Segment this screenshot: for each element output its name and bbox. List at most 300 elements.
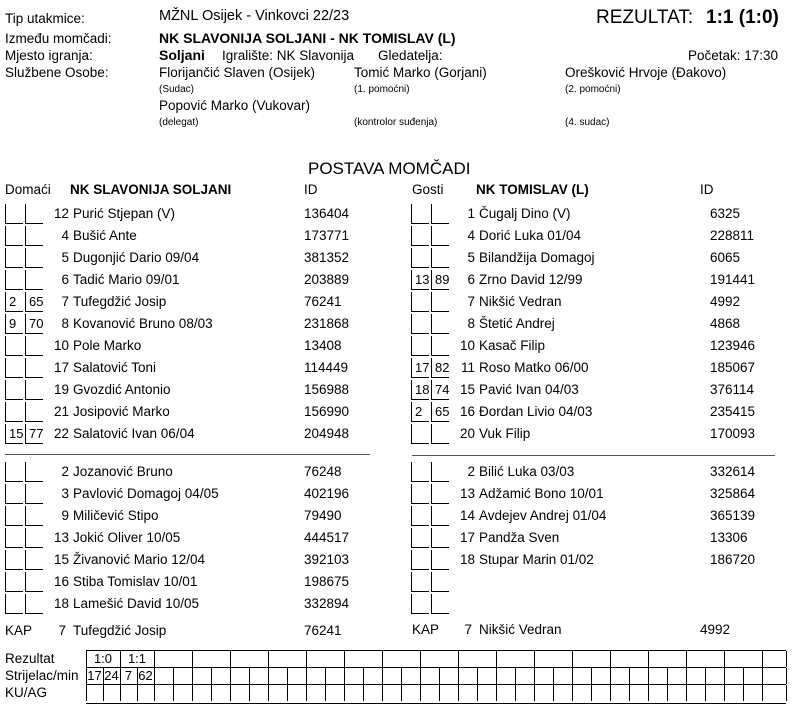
player-id: 376114 xyxy=(710,382,755,397)
sub-minute-box xyxy=(431,204,449,224)
player-number: 13 xyxy=(459,486,475,501)
player-number: 10 xyxy=(53,338,69,353)
tip-value: MŽNL Osijek - Vinkovci 22/23 xyxy=(159,8,350,24)
grid-end-line xyxy=(786,651,787,667)
kuag-cell xyxy=(249,685,268,701)
rezultat-cell xyxy=(268,651,306,667)
sub-box xyxy=(5,204,23,224)
rezultat-cell xyxy=(496,651,534,667)
kuag-cell xyxy=(120,685,136,701)
sub-minute-box xyxy=(25,528,43,548)
strijelac-cell xyxy=(762,668,781,684)
rezultat-cell xyxy=(230,651,268,667)
player-id: 365139 xyxy=(710,508,756,523)
rezultat-cell xyxy=(192,651,230,667)
official-name: Tomić Marko (Gorjani) xyxy=(354,65,487,80)
player-name: Bušić Ante xyxy=(73,228,137,243)
player-number: 15 xyxy=(53,552,69,567)
player-number: 2 xyxy=(61,464,69,479)
away-side-label: Gosti xyxy=(412,182,444,197)
sub-box xyxy=(411,248,429,268)
strijelac-cell xyxy=(154,668,173,684)
away-team-name: NK TOMISLAV (L) xyxy=(476,182,589,197)
player-number: 3 xyxy=(61,486,69,501)
player-id: 6065 xyxy=(710,250,741,265)
kuag-cell xyxy=(477,685,496,701)
player-number: 4 xyxy=(467,228,475,243)
kuag-cell xyxy=(743,685,762,701)
kuag-cell xyxy=(648,685,667,701)
tip-label: Tip utakmice: xyxy=(5,11,85,26)
player-id: 123946 xyxy=(710,338,756,353)
player-name: Roso Matko 06/00 xyxy=(479,360,589,375)
kuag-cell xyxy=(572,685,591,701)
kuag-cell xyxy=(458,685,477,701)
sub-minute-box: 65 xyxy=(431,402,449,422)
rezultat-cell xyxy=(306,651,344,667)
player-number: 17 xyxy=(53,360,69,375)
player-id: 332894 xyxy=(304,596,350,611)
sub-minute-box xyxy=(431,292,449,312)
home-kap-label: KAP xyxy=(5,623,33,638)
player-number: 21 xyxy=(53,404,69,419)
player-name: Jozanović Bruno xyxy=(73,464,173,479)
player-number: 18 xyxy=(53,596,69,611)
player-id: 156990 xyxy=(304,404,350,419)
player-id: 4868 xyxy=(710,316,741,331)
kuag-cell xyxy=(667,685,686,701)
player-name: Pavić Ivan 04/03 xyxy=(479,382,579,397)
player-id: 170093 xyxy=(710,426,756,441)
kuag-cell xyxy=(230,685,249,701)
strijelac-cell xyxy=(306,668,325,684)
player-number: 16 xyxy=(53,574,69,589)
strijelac-cell xyxy=(287,668,306,684)
kuag-cell xyxy=(591,685,610,701)
player-id: 4992 xyxy=(710,294,741,309)
kuag-cell xyxy=(268,685,287,701)
player-name: Miličević Stipo xyxy=(73,508,159,523)
player-id: 6325 xyxy=(710,206,741,221)
player-name: Đordan Livio 04/03 xyxy=(479,404,593,419)
strijelac-cell xyxy=(724,668,743,684)
sub-minute-box xyxy=(431,550,449,570)
away-kap-label: KAP xyxy=(412,622,440,637)
sub-minute-box xyxy=(25,380,43,400)
player-number: 7 xyxy=(61,294,69,309)
player-number: 2 xyxy=(467,464,475,479)
kuag-cell xyxy=(137,685,153,701)
igraliste: Igralište: NK Slavonija xyxy=(222,48,355,63)
player-number: 20 xyxy=(459,426,475,441)
sub-minute-box xyxy=(431,336,449,356)
player-number: 6 xyxy=(467,272,475,287)
player-name: Josipović Marko xyxy=(73,404,170,419)
player-name: Kasač Filip xyxy=(479,338,546,353)
player-id: 185067 xyxy=(710,360,756,375)
grid-line xyxy=(86,703,786,704)
kuag-cell xyxy=(173,685,192,701)
sub-minute-box xyxy=(25,462,43,482)
player-id: 79490 xyxy=(304,508,342,523)
player-id: 203889 xyxy=(304,272,350,287)
grid-end-line xyxy=(786,668,787,684)
player-id: 231868 xyxy=(304,316,350,331)
strijelac-cell xyxy=(496,668,515,684)
strijelac-row-label: Strijelac/min xyxy=(5,668,79,683)
strijelac-cell xyxy=(382,668,401,684)
strijelac-cell xyxy=(192,668,211,684)
player-number: 5 xyxy=(61,250,69,265)
sub-minute-box: 74 xyxy=(431,380,449,400)
kuag-cell xyxy=(401,685,420,701)
sub-box xyxy=(5,380,23,400)
player-id: 156988 xyxy=(304,382,350,397)
player-number: 15 xyxy=(459,382,475,397)
home-team-name: NK SLAVONIJA SOLJANI xyxy=(70,182,232,197)
player-number: 18 xyxy=(459,552,475,567)
away-kap-name: Nikšić Vedran xyxy=(479,622,562,637)
player-name: Gvozdić Antonio xyxy=(73,382,171,397)
player-id: 198675 xyxy=(304,574,350,589)
sub-box xyxy=(411,462,429,482)
sub-minute-box xyxy=(431,248,449,268)
sub-box xyxy=(5,572,23,592)
player-number: 11 xyxy=(460,360,475,375)
sub-box: 18 xyxy=(411,380,429,400)
kuag-row-label: KU/AG xyxy=(5,685,48,700)
rezultat-label: REZULTAT: xyxy=(596,7,694,28)
home-side-label: Domaći xyxy=(5,182,51,197)
player-name: Purić Stjepan (V) xyxy=(73,206,176,221)
kuag-cell xyxy=(363,685,382,701)
strijelac-cell xyxy=(420,668,439,684)
sub-minute-box xyxy=(431,424,449,444)
sub-minute-box xyxy=(25,226,43,246)
rezultat-value: 1:1 (1:0) xyxy=(706,7,779,28)
kuag-cell xyxy=(553,685,572,701)
sub-box xyxy=(411,336,429,356)
player-number: 7 xyxy=(467,294,475,309)
player-id: 325864 xyxy=(710,486,756,501)
izmedu-value: NK SLAVONIJA SOLJANI - NK TOMISLAV (L) xyxy=(159,30,456,46)
sub-minute-box xyxy=(431,462,449,482)
rezultat-cell xyxy=(420,651,458,667)
strijelac-cell: 17 xyxy=(87,668,102,683)
player-name: Jokić Oliver 10/05 xyxy=(73,530,181,545)
away-id-header: ID xyxy=(700,182,714,197)
kuag-cell xyxy=(705,685,724,701)
sub-box xyxy=(5,528,23,548)
sub-box xyxy=(5,594,23,614)
official-role: (kontrolor suđenja) xyxy=(354,117,438,128)
sub-box xyxy=(5,226,23,246)
sub-box xyxy=(5,248,23,268)
osobe-label: Službene Osobe: xyxy=(5,65,109,80)
strijelac-cell xyxy=(401,668,420,684)
sub-box xyxy=(5,336,23,356)
kuag-cell xyxy=(420,685,439,701)
strijelac-cell xyxy=(515,668,534,684)
sub-minute-box xyxy=(25,336,43,356)
sub-box: 13 xyxy=(411,270,429,290)
away-kap-number: 7 xyxy=(464,622,472,637)
strijelac-cell xyxy=(344,668,363,684)
player-number: 6 xyxy=(61,272,69,287)
player-id: 228811 xyxy=(710,228,755,243)
player-number: 14 xyxy=(459,508,475,523)
kuag-cell xyxy=(515,685,534,701)
sub-box xyxy=(5,402,23,422)
player-name: Stiba Tomislav 10/01 xyxy=(73,574,198,589)
official-name: Orešković Hrvoje (Đakovo) xyxy=(565,65,727,80)
sub-box xyxy=(411,528,429,548)
sub-minute-box xyxy=(25,506,43,526)
rezultat-row-label: Rezultat xyxy=(5,651,55,666)
strijelac-cell xyxy=(211,668,230,684)
player-name: Bilandžija Domagoj xyxy=(479,250,595,265)
player-name: Štetić Andrej xyxy=(479,316,555,331)
strijelac-cell xyxy=(363,668,382,684)
kuag-cell xyxy=(103,685,119,701)
player-number: 13 xyxy=(53,530,69,545)
kuag-cell xyxy=(382,685,401,701)
sub-minute-box xyxy=(25,248,43,268)
player-number: 17 xyxy=(459,530,475,545)
sub-box xyxy=(5,462,23,482)
sub-box xyxy=(411,484,429,504)
sub-box: 15 xyxy=(5,424,23,444)
player-number: 19 xyxy=(53,382,69,397)
player-name: Zrno David 12/99 xyxy=(479,272,583,287)
grid-end-line xyxy=(786,685,787,701)
player-id: 136404 xyxy=(304,206,350,221)
kuag-cell xyxy=(439,685,458,701)
strijelac-cell xyxy=(629,668,648,684)
player-id: 204948 xyxy=(304,426,350,441)
sub-minute-box xyxy=(431,484,449,504)
sub-box: 17 xyxy=(411,358,429,378)
mjesto-value: Soljani xyxy=(159,47,205,63)
player-id: 76248 xyxy=(304,464,342,479)
player-name: Čugalj Dino (V) xyxy=(479,206,571,221)
strijelac-cell xyxy=(249,668,268,684)
strijelac-cell xyxy=(534,668,553,684)
sub-minute-box xyxy=(431,314,449,334)
player-name: Pavlović Domagoj 04/05 xyxy=(73,486,219,501)
official-role: (delegat) xyxy=(159,117,199,128)
sub-box xyxy=(411,204,429,224)
player-name: Bilić Luka 03/03 xyxy=(479,464,575,479)
player-number: 12 xyxy=(53,206,69,221)
strijelac-cell xyxy=(230,668,249,684)
player-id: 173771 xyxy=(304,228,350,243)
player-id: 392103 xyxy=(304,552,350,567)
rezultat-cell: 1:0 xyxy=(86,651,119,667)
sub-box: 2 xyxy=(411,402,429,422)
rezultat-cell xyxy=(762,651,781,667)
kuag-cell xyxy=(211,685,230,701)
mjesto-label: Mjesto igranja: xyxy=(5,48,93,63)
sub-box xyxy=(411,572,429,592)
kuag-cell xyxy=(154,685,173,701)
rezultat-cell xyxy=(572,651,610,667)
sub-box xyxy=(411,594,429,614)
rezultat-cell xyxy=(724,651,762,667)
rezultat-cell xyxy=(382,651,420,667)
player-name: Živanović Mario 12/04 xyxy=(73,552,206,567)
player-name: Dugonjić Dario 09/04 xyxy=(73,250,200,265)
official-role: (4. sudac) xyxy=(565,117,610,128)
player-name: Salatović Ivan 06/04 xyxy=(73,426,195,441)
player-id: 114449 xyxy=(304,360,349,375)
player-id: 13306 xyxy=(710,530,748,545)
sub-box xyxy=(411,506,429,526)
sub-minute-box xyxy=(431,226,449,246)
pocetak: Početak: 17:30 xyxy=(688,48,779,63)
strijelac-cell: 7 xyxy=(120,668,136,684)
sub-box: 2 xyxy=(5,292,23,312)
sub-minute-box xyxy=(25,402,43,422)
sub-box xyxy=(411,292,429,312)
rezultat-cell: 1:1 xyxy=(120,651,153,667)
sub-box xyxy=(5,358,23,378)
strijelac-cell xyxy=(686,668,705,684)
strijelac-cell xyxy=(325,668,344,684)
away-kap-id: 4992 xyxy=(700,622,731,637)
rezultat-cell xyxy=(344,651,382,667)
official-name: Florijančić Slaven (Osijek) xyxy=(159,65,316,80)
player-number: 4 xyxy=(61,228,69,243)
strijelac-cell xyxy=(439,668,458,684)
player-name: Tufegdžić Josip xyxy=(73,294,167,309)
player-number: 10 xyxy=(459,338,475,353)
strijelac-cell: 62 xyxy=(138,668,153,683)
player-name: Salatović Toni xyxy=(73,360,157,375)
strijelac-cell xyxy=(667,668,686,684)
strijelac-cell xyxy=(743,668,762,684)
strijelac-cell xyxy=(458,668,477,684)
player-name: Kovanović Bruno 08/03 xyxy=(73,316,213,331)
rezultat-cell xyxy=(154,651,192,667)
home-kap-id: 76241 xyxy=(304,623,342,638)
strijelac-cell: 24 xyxy=(104,668,119,683)
player-name: Vuk Filip xyxy=(479,426,531,441)
official-name: Popović Marko (Vukovar) xyxy=(159,98,311,113)
player-name: Lamešić David 10/05 xyxy=(73,596,200,611)
kuag-cell xyxy=(496,685,515,701)
strijelac-cell xyxy=(173,668,192,684)
sub-minute-box: 65 xyxy=(25,292,43,312)
kuag-cell xyxy=(287,685,306,701)
official-role: (1. pomoćni) xyxy=(354,84,410,95)
strijelac-cell xyxy=(268,668,287,684)
home-id-header: ID xyxy=(304,182,318,197)
sub-box: 9 xyxy=(5,314,23,334)
player-name: Stupar Marin 01/02 xyxy=(479,552,594,567)
sub-minute-box: 89 xyxy=(431,270,449,290)
rezultat-cell xyxy=(458,651,496,667)
kuag-cell xyxy=(686,685,705,701)
sub-minute-box: 77 xyxy=(25,424,43,444)
sub-minute-box xyxy=(25,594,43,614)
player-id: 235415 xyxy=(710,404,756,419)
player-id: 76241 xyxy=(304,294,342,309)
home-kap-name: Tufegdžić Josip xyxy=(73,623,167,638)
strijelac-cell xyxy=(477,668,496,684)
sub-minute-box xyxy=(25,204,43,224)
player-name: Pandža Sven xyxy=(479,530,560,545)
sub-minute-box xyxy=(25,550,43,570)
sub-box xyxy=(5,270,23,290)
sub-minute-box xyxy=(25,572,43,592)
player-name: Nikšić Vedran xyxy=(479,294,562,309)
player-id: 381352 xyxy=(304,250,350,265)
sub-box xyxy=(411,550,429,570)
sub-minute-box xyxy=(431,528,449,548)
postava-title: POSTAVA MOMČADI xyxy=(308,159,471,178)
rezultat-cell xyxy=(648,651,686,667)
strijelac-cell xyxy=(591,668,610,684)
player-id: 186720 xyxy=(710,552,756,567)
strijelac-cell xyxy=(610,668,629,684)
kuag-cell xyxy=(762,685,781,701)
strijelac-cell xyxy=(572,668,591,684)
sub-minute-box: 82 xyxy=(431,358,449,378)
player-name: Tadić Mario 09/01 xyxy=(73,272,180,287)
player-name: Avdejev Andrej 01/04 xyxy=(479,508,607,523)
player-id: 332614 xyxy=(710,464,756,479)
kuag-cell xyxy=(344,685,363,701)
player-number: 9 xyxy=(61,508,69,523)
sub-box xyxy=(5,484,23,504)
sub-minute-box xyxy=(25,358,43,378)
player-id: 191441 xyxy=(710,272,756,287)
sub-minute-box: 70 xyxy=(25,314,43,334)
player-name: Pole Marko xyxy=(73,338,142,353)
sub-minute-box xyxy=(431,506,449,526)
player-name: Dorić Luka 01/04 xyxy=(479,228,582,243)
sub-box xyxy=(411,424,429,444)
away-divider xyxy=(412,455,775,456)
player-number: 5 xyxy=(467,250,475,265)
player-name: Adžamić Bono 10/01 xyxy=(479,486,604,501)
player-number: 1 xyxy=(467,206,475,221)
player-id: 402196 xyxy=(304,486,350,501)
rezultat-cell xyxy=(686,651,724,667)
strijelac-cell xyxy=(648,668,667,684)
player-number: 8 xyxy=(467,316,475,331)
sub-minute-box xyxy=(25,484,43,504)
sub-box xyxy=(5,506,23,526)
player-number: 16 xyxy=(459,404,475,419)
sub-box xyxy=(411,314,429,334)
player-id: 13408 xyxy=(304,338,342,353)
official-role: (2. pomoćni) xyxy=(565,84,621,95)
strijelac-cell xyxy=(553,668,572,684)
kuag-cell xyxy=(325,685,344,701)
kuag-cell xyxy=(306,685,325,701)
kuag-cell xyxy=(724,685,743,701)
kuag-cell xyxy=(86,685,102,701)
home-kap-number: 7 xyxy=(58,623,66,638)
strijelac-cell xyxy=(705,668,724,684)
sub-minute-box xyxy=(25,270,43,290)
izmedu-label: Između momčadi: xyxy=(5,31,112,46)
sub-box xyxy=(411,226,429,246)
player-id: 444517 xyxy=(304,530,350,545)
rezultat-cell xyxy=(534,651,572,667)
